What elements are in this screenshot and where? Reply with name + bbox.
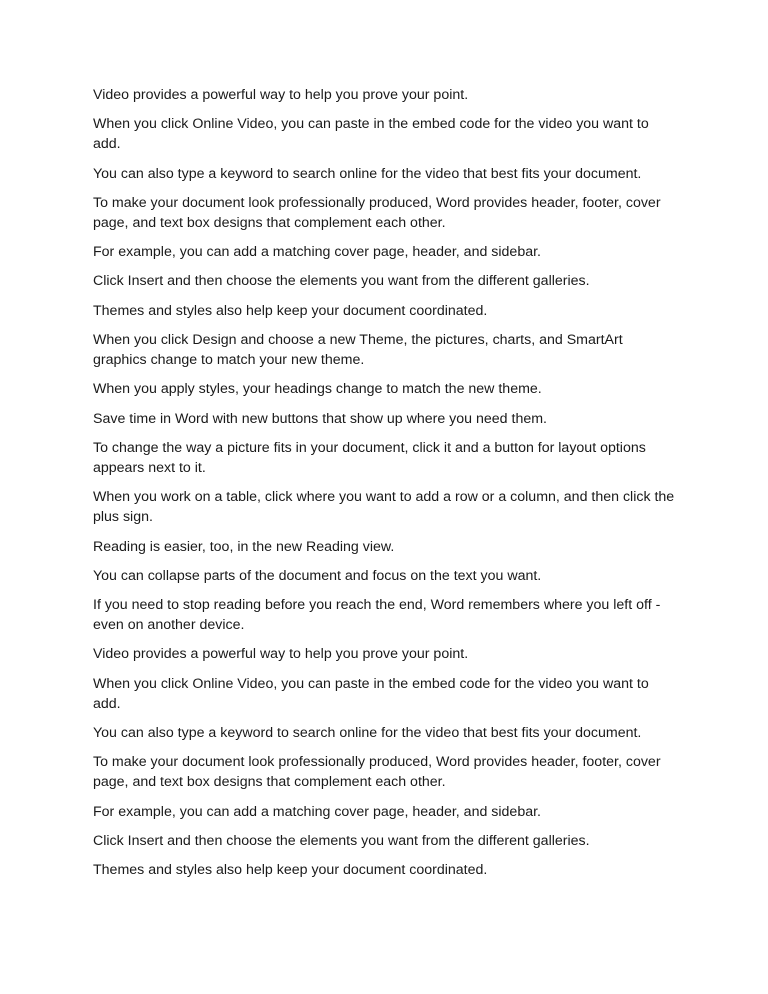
paragraph: You can also type a keyword to search online for the video that best fits your document. bbox=[93, 725, 642, 742]
paragraph: If you need to stop reading before you reach the end, Word remembers where you left off - even on another device. bbox=[93, 597, 661, 634]
paragraph: To make your document look professionally produced, Word provides header, footer, cover page, and text box designs that complement each other. bbox=[93, 754, 661, 791]
paragraph: Video provides a powerful way to help you prove your point. bbox=[93, 646, 469, 663]
paragraph: When you work on a table, click where you want to add a row or a column, and then click the plus sign. bbox=[93, 489, 675, 526]
paragraph: To change the way a picture fits in your document, click it and a button for layout options appears next to it. bbox=[93, 439, 646, 476]
paragraph: When you click Online Video, you can paste in the embed code for the video you want to add. bbox=[93, 675, 649, 712]
paragraph: Video provides a powerful way to help you prove your point. bbox=[93, 87, 469, 103]
paragraph: Click Insert and then choose the elements you want from the different galleries. bbox=[93, 832, 590, 849]
paragraph: Themes and styles also help keep your document coordinated. bbox=[93, 302, 488, 319]
paragraph: For example, you can add a matching cover page, header, and sidebar. bbox=[93, 244, 541, 261]
paragraph: When you apply styles, your headings change to match the new theme. bbox=[93, 381, 542, 398]
paragraph: Reading is easier, too, in the new Reading view. bbox=[93, 538, 395, 555]
paragraph: When you click Design and choose a new Theme, the pictures, charts, and SmartArt graphics change to match your new theme. bbox=[93, 332, 623, 369]
paragraph: Save time in Word with new buttons that show up where you need them. bbox=[93, 410, 547, 427]
paragraph: For example, you can add a matching cover page, header, and sidebar. bbox=[93, 803, 541, 820]
paragraph: Themes and styles also help keep your document coordinated. bbox=[93, 862, 488, 879]
paragraph: You can also type a keyword to search online for the video that best fits your document. bbox=[93, 165, 642, 182]
paragraph: To make your document look professionally produced, Word provides header, footer, cover page, and text box designs that complement each other. bbox=[93, 194, 661, 231]
paragraph: Click Insert and then choose the elements you want from the different galleries. bbox=[93, 273, 590, 290]
paragraph: You can collapse parts of the document and focus on the text you want. bbox=[93, 567, 542, 584]
paragraph: When you click Online Video, you can paste in the embed code for the video you want to add. bbox=[93, 116, 649, 153]
